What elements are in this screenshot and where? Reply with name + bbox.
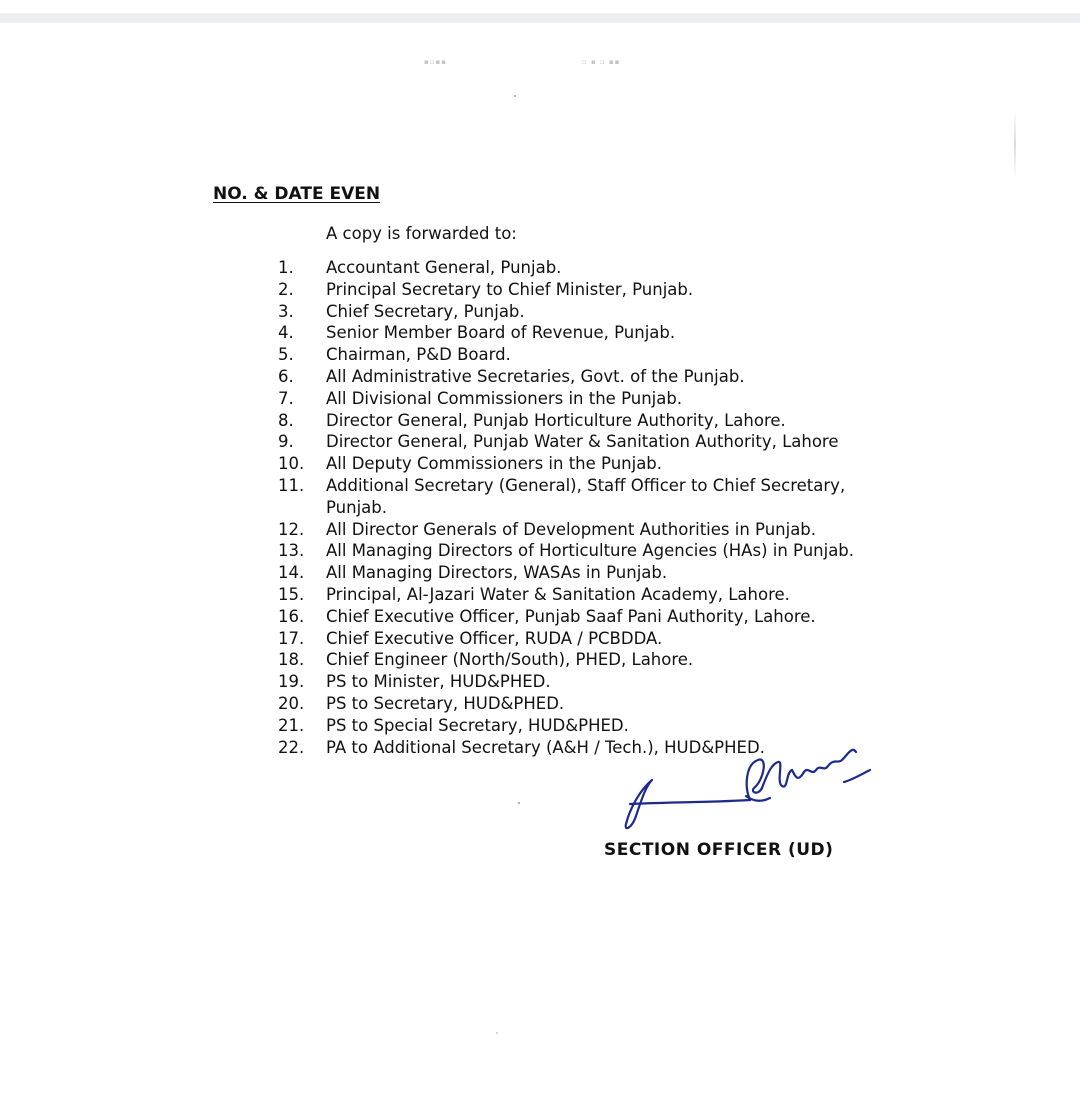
scan-dot — [514, 95, 516, 97]
list-item-number: 4. — [278, 323, 294, 343]
list-item-text: Accountant General, Punjab. — [326, 258, 562, 277]
list-item-text: PS to Minister, HUD&PHED. — [326, 672, 551, 692]
list-item-number: 10. — [278, 454, 305, 474]
list-item — [0, 671, 1080, 693]
list-item-text: Chief Executive Officer, Punjab Saaf Pani Authority, Lahore. — [326, 606, 816, 626]
list-item — [0, 431, 1080, 453]
list-item — [0, 453, 1080, 475]
list-item-number: 6. — [278, 366, 294, 386]
list-item-number: 8. — [278, 410, 294, 430]
forwarding-intro: A copy is forwarded to: — [326, 224, 517, 243]
list-item-number: 14. — [278, 563, 305, 583]
list-item-text: All Deputy Commissioners in the Punjab. — [326, 454, 663, 474]
list-item — [0, 279, 1080, 301]
list-item-number: 1. — [278, 258, 294, 277]
list-item — [0, 344, 1080, 366]
list-item-number: 21. — [278, 715, 305, 735]
list-item-text: PA to Additional Secretary (A&H / Tech.), HUD&PHED. — [326, 737, 765, 757]
scan-edge-mark — [1014, 110, 1016, 180]
list-item — [0, 584, 1080, 606]
list-item-number: 3. — [278, 301, 294, 321]
list-item-text: All Divisional Commissioners in the Punjab. — [326, 388, 683, 408]
scan-dot — [518, 802, 520, 804]
list-item-number: 12. — [278, 519, 305, 539]
scan-artifact: ▫ ▪ ▫ ▪▪ — [582, 58, 621, 66]
list-item-text: Director General, Punjab Horticulture Authority, Lahore. — [326, 410, 786, 430]
list-item-number: 16. — [278, 606, 305, 626]
list-item-number: 20. — [278, 693, 305, 713]
list-item-text: PS to Secretary, HUD&PHED. — [326, 693, 565, 713]
list-item-number: 15. — [278, 584, 305, 604]
list-item — [0, 737, 1080, 759]
list-item — [0, 628, 1080, 650]
list-item-text: PS to Special Secretary, HUD&PHED. — [326, 715, 629, 735]
list-item-text: Principal Secretary to Chief Minister, Punjab. — [326, 279, 694, 299]
list-item-text: Chief Executive Officer, RUDA / PCBDDA. — [326, 628, 663, 648]
list-item-number: 2. — [278, 279, 294, 299]
list-item-text: Principal, Al-Jazari Water & Sanitation Academy, Lahore. — [326, 584, 790, 604]
list-item — [0, 301, 1080, 323]
scan-dot — [496, 1032, 498, 1034]
list-item — [0, 715, 1080, 737]
list-item-text: Chairman, P&D Board. — [326, 345, 511, 365]
list-item-number: 22. — [278, 737, 305, 757]
list-item-number: 13. — [278, 541, 305, 561]
list-item — [0, 410, 1080, 432]
list-item-text-continued: Punjab. — [326, 497, 387, 517]
list-item-number: 19. — [278, 672, 305, 692]
list-item — [0, 540, 1080, 562]
list-item — [0, 649, 1080, 671]
list-item-text: All Managing Directors, WASAs in Punjab. — [326, 563, 668, 583]
list-item — [0, 475, 1080, 519]
list-item — [0, 388, 1080, 410]
distribution-list — [0, 257, 1080, 758]
list-item — [0, 519, 1080, 541]
list-item — [0, 562, 1080, 584]
list-item-text: Additional Secretary (General), Staff Officer to Chief Secretary, — [326, 475, 846, 495]
list-item-number: 11. — [278, 475, 305, 495]
list-item-text: All Director Generals of Development Authorities in Punjab. — [326, 519, 817, 539]
list-item-number: 18. — [278, 650, 305, 670]
list-item-text: All Administrative Secretaries, Govt. of the Punjab. — [326, 366, 745, 386]
list-item — [0, 366, 1080, 388]
list-item — [0, 606, 1080, 628]
list-item — [0, 257, 1080, 279]
list-item-number: 5. — [278, 345, 294, 365]
list-item-text: All Managing Directors of Horticulture Agencies (HAs) in Punjab. — [326, 541, 855, 561]
signature-icon — [612, 742, 882, 837]
list-item-text: Director General, Punjab Water & Sanitation Authority, Lahore — [326, 432, 839, 452]
top-strip — [0, 0, 1080, 24]
list-item-text: Chief Secretary, Punjab. — [326, 301, 525, 321]
list-item — [0, 322, 1080, 344]
scan-artifact: ▪▫▪▪ — [424, 58, 447, 66]
top-strip-band — [0, 13, 1080, 23]
reference-heading: NO. & DATE EVEN — [213, 184, 381, 204]
list-item — [0, 693, 1080, 715]
list-item-number: 7. — [278, 388, 294, 408]
list-item-text: Senior Member Board of Revenue, Punjab. — [326, 323, 676, 343]
list-item-number: 9. — [278, 432, 294, 452]
list-item-number: 17. — [278, 628, 305, 648]
list-item-text: Chief Engineer (North/South), PHED, Lahore. — [326, 650, 694, 670]
signatory-title: SECTION OFFICER (UD) — [604, 840, 834, 860]
